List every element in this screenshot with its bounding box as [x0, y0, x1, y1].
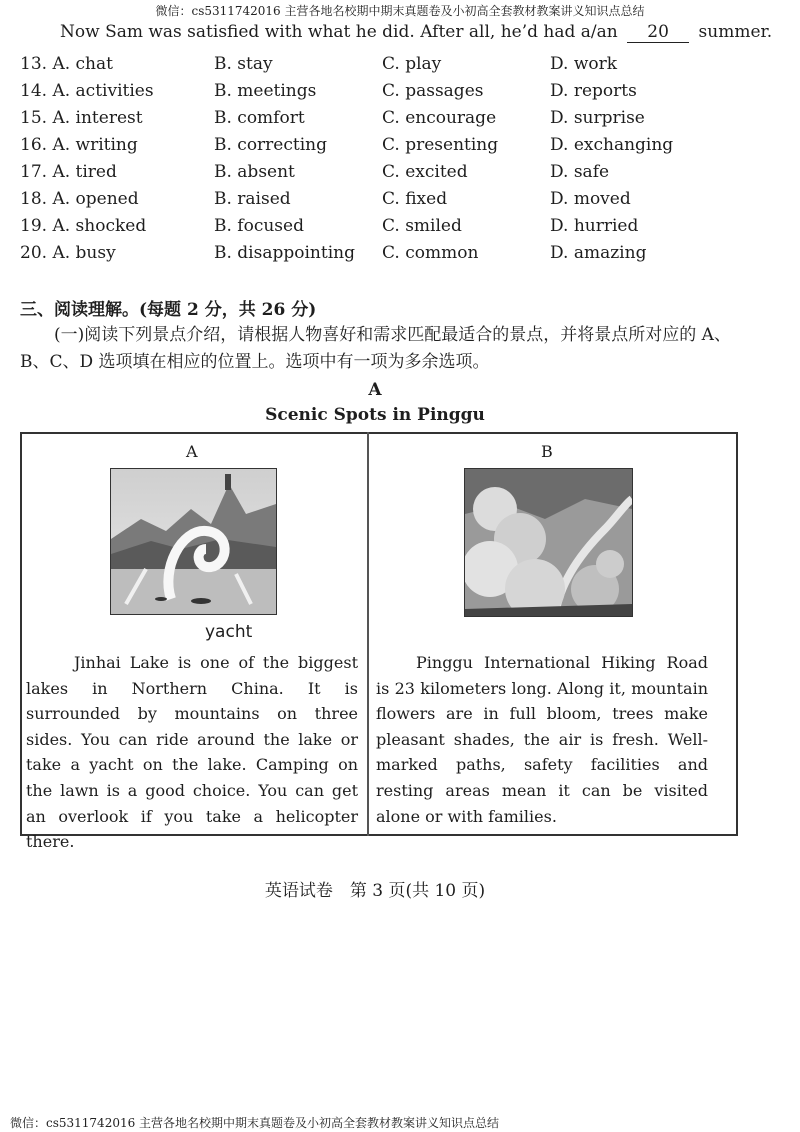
option-b: B. correcting	[214, 135, 327, 155]
intro-sentence	[60, 22, 772, 43]
option-c: C. fixed	[382, 189, 448, 209]
option-c: C. smiled	[382, 216, 462, 236]
option-a: 16. A. writing	[20, 135, 138, 155]
option-a: 14. A. activities	[20, 81, 154, 101]
option-d: D. moved	[550, 189, 631, 209]
option-row	[20, 243, 760, 270]
option-c: C. encourage	[382, 108, 497, 128]
option-row	[20, 162, 760, 189]
column-divider	[367, 432, 369, 836]
option-a: 15. A. interest	[20, 108, 143, 128]
option-row	[20, 54, 760, 81]
footer-watermark: 微信：cs5311742016 主营各地名校期中期末真题卷及小初高全套教材教案讲义知识点总结	[10, 1116, 500, 1130]
option-row	[20, 189, 760, 216]
option-a: 19. A. shocked	[20, 216, 147, 236]
spot-a-letter: A	[186, 442, 198, 461]
options-list	[20, 54, 760, 270]
option-d: D. work	[550, 54, 618, 74]
spot-b-letter: B	[541, 442, 553, 461]
option-row	[20, 216, 760, 243]
option-c: C. play	[382, 54, 442, 74]
option-a: 17. A. tired	[20, 162, 117, 182]
option-b: B. absent	[214, 162, 295, 182]
option-d: D. amazing	[550, 243, 647, 263]
option-d: D. hurried	[550, 216, 639, 236]
jinhai-lake-photo	[110, 468, 277, 615]
spot-a-description: Jinhai Lake is one of the biggest lakes in Northern China. It is surrounded by mountains on three sides. You can ride around the lake or take a yacht on the lake. Camping on the lawn is a good choice. You can get an overlook if you take a helicopter there.	[26, 653, 358, 852]
page-number: 英语试卷 第 3 页(共 10 页)	[264, 881, 486, 901]
option-c: C. presenting	[382, 135, 499, 155]
option-b: B. focused	[214, 216, 304, 236]
option-d: D. reports	[550, 81, 637, 101]
option-b: B. comfort	[214, 108, 305, 128]
option-a: 20. A. busy	[20, 243, 116, 263]
option-c: C. common	[382, 243, 479, 263]
option-d: D. exchanging	[550, 135, 674, 155]
passage-title: Scenic Spots in Pinggu	[265, 405, 485, 425]
option-c: C. passages	[382, 81, 484, 101]
option-row	[20, 81, 760, 108]
part-letter: A	[368, 380, 382, 400]
yacht-label: yacht	[205, 622, 253, 642]
section-title: 三、阅读理解。(每题 2 分，共 26 分)	[20, 300, 317, 320]
option-row	[20, 108, 760, 135]
option-a: 18. A. opened	[20, 189, 139, 209]
intro-after: summer.	[698, 22, 773, 42]
option-d: D. safe	[550, 162, 610, 182]
intro-before: Now Sam was satisfied with what he did. After all, he’d had a/an	[60, 22, 618, 42]
option-b: B. disappointing	[214, 243, 355, 263]
option-a: 13. A. chat	[20, 54, 113, 74]
spot-b-description: Pinggu International Hiking Road is 23 kilometers long. Along it, mountain flowers are in full bloom, trees make pleasant shades, the air is fresh. Well-marked paths, safety facilities and resting areas mean it can be visited alone or with families.	[376, 653, 708, 826]
header-watermark: 微信：cs5311742016 主营各地名校期中期末真题卷及小初高全套教材教案讲义知识点总结	[155, 4, 645, 18]
reading-instruction: (一)阅读下列景点介绍，请根据人物喜好和需求匹配最适合的景点，并将景点所对应的 A、B、C、D 选项填在相应的位置上。选项中有一项为多余选项。	[20, 325, 731, 372]
answer-blank: 20	[627, 22, 689, 43]
option-b: B. stay	[214, 54, 273, 74]
option-d: D. surprise	[550, 108, 645, 128]
option-c: C. excited	[382, 162, 468, 182]
hiking-road-photo	[464, 468, 633, 617]
option-row	[20, 135, 760, 162]
option-b: B. meetings	[214, 81, 317, 101]
option-b: B. raised	[214, 189, 291, 209]
